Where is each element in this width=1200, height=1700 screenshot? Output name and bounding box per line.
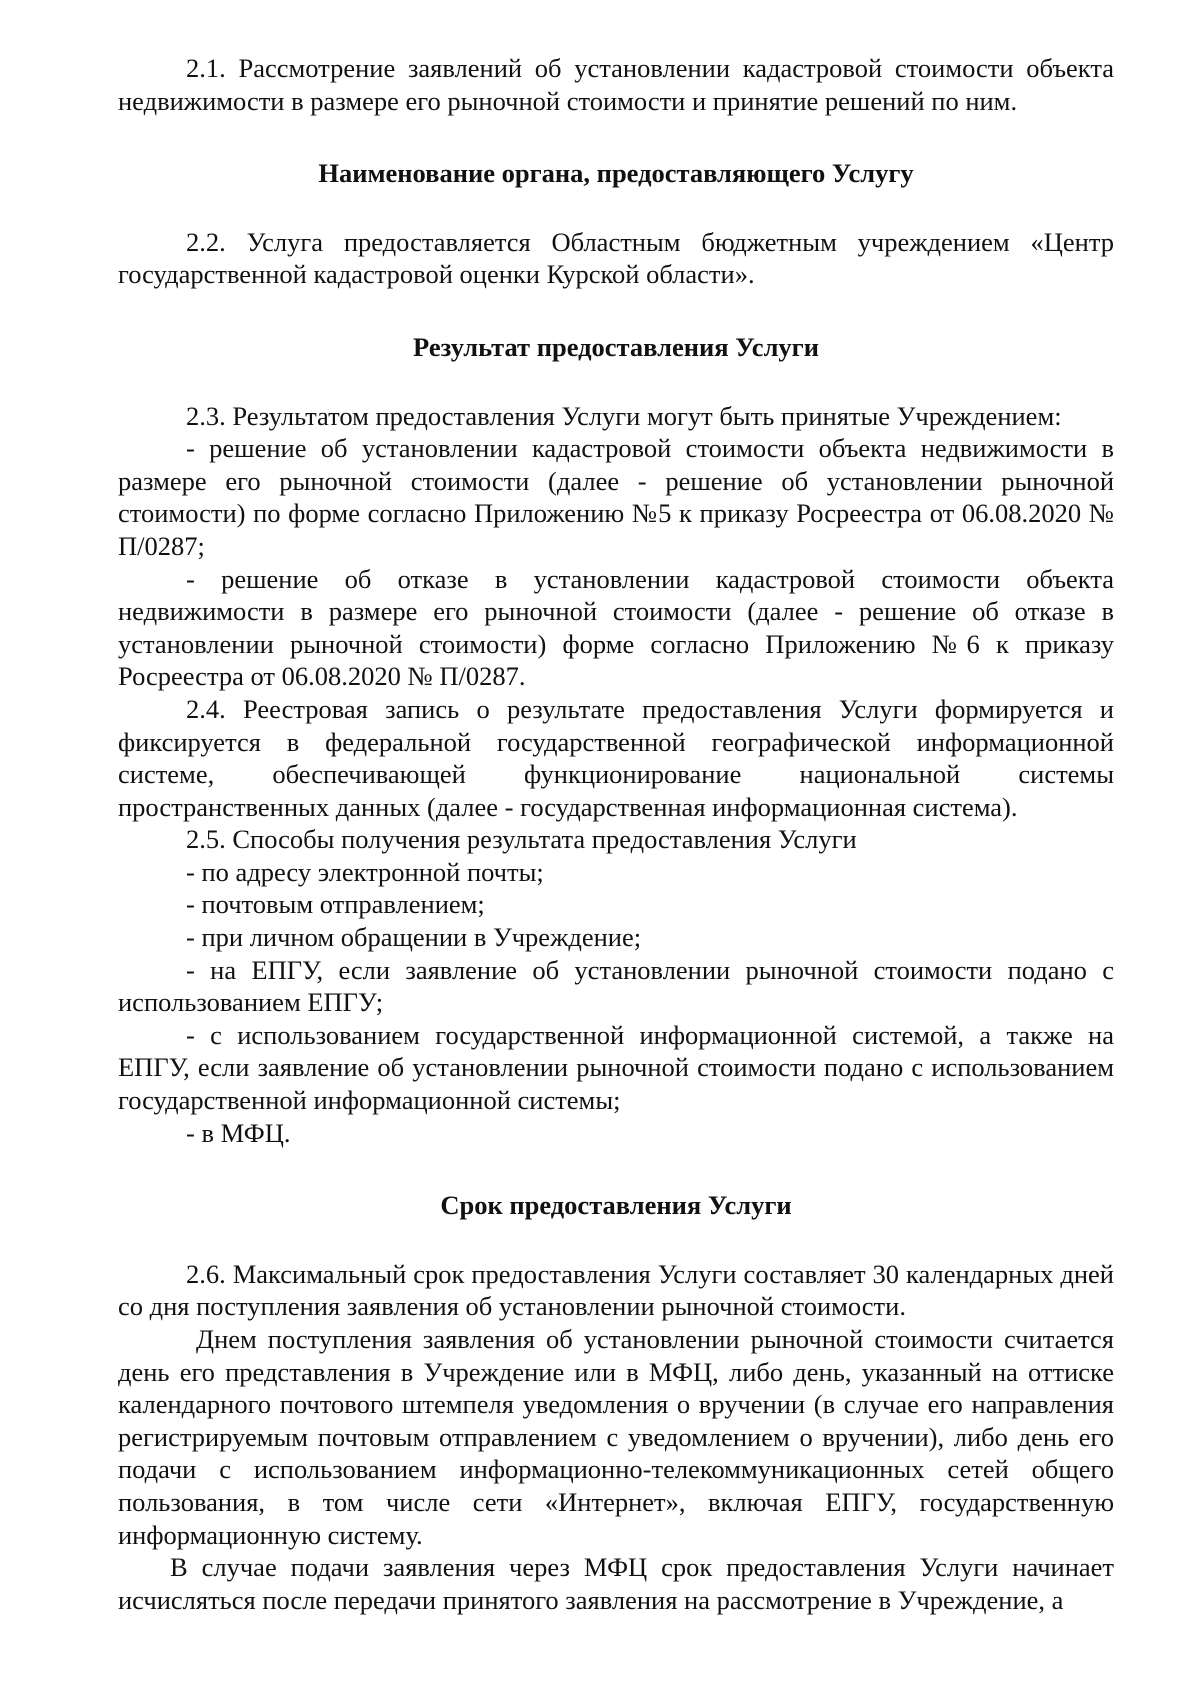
method-item-gis: - с использованием государственной информационной системой, а также на ЕПГУ, если заявление об установлении рыночной стоимости подано с использованием государственной информационной системы; <box>118 1019 1114 1116</box>
section-heading-result: Результат предоставления Услуги <box>413 331 819 362</box>
paragraph-mfc-term: В случае подачи заявления через МФЦ срок предоставления Услуги начинает исчисляться после передачи принятого заявления на рассмотрение в Учреждение, а <box>118 1552 1114 1615</box>
method-item-epgu: - на ЕПГУ, если заявление об установлении рыночной стоимости подано с использованием ЕПГУ; <box>118 954 1114 1018</box>
method-item-in-person: - при личном обращении в Учреждение; <box>186 922 642 953</box>
method-item-email: - по адресу электронной почты; <box>186 856 544 887</box>
document-page <box>118 52 1114 1616</box>
paragraph-2-1: 2.1. Рассмотрение заявлений об установлении кадастровой стоимости объекта недвижимости в размере его рыночной стоимости и принятие решений по ним. <box>118 53 1114 116</box>
paragraph-2-2: 2.2. Услуга предоставляется Областным бюджетным учреждением «Центр государственной кадастровой оценки Курской области». <box>118 226 1114 290</box>
paragraph-receipt-day: Днем поступления заявления об установлении рыночной стоимости считается день его представления в Учреждение или в МФЦ, либо день, указанный на оттиске календарного почтового штемпеля уведомления о вручении (в случае его направления регистрируемым почтовым отправлением с уведомлением о вручении), либо день его подачи с использованием информационно-телекоммуникационных сетей общего пользования, в том числе сети «Интернет», включая ЕПГУ, государственную информационную систему. <box>118 1324 1114 1550</box>
result-item-approval: - решение об установлении кадастровой стоимости объекта недвижимости в размере его рыночной стоимости (далее - решение об установлении рыночной стоимости) по форме согласно Приложению №5 к приказу Росреестра от 06.08.2020 № П/0287; <box>118 433 1114 561</box>
paragraph-2-3: 2.3. Результатом предоставления Услуги могут быть принятые Учреждением: <box>186 400 1062 431</box>
section-heading-organ: Наименование органа, предоставляющего Услугу <box>318 158 914 189</box>
result-item-refusal: - решение об отказе в установлении кадастровой стоимости объекта недвижимости в размере его рыночной стоимости (далее - решение об отказе в установлении рыночной стоимости) форме согласно Приложению №6 к приказу Росреестра от 06.08.2020 № П/0287. <box>118 563 1114 692</box>
paragraph-2-4: 2.4. Реестровая запись о результате предоставления Услуги формируется и фиксируется в федеральной государственной географической информационной системе, обеспечивающей функционирование национальной системы пространственных данных (далее - государственная информационная система). <box>118 693 1114 822</box>
method-item-post: - почтовым отправлением; <box>186 889 485 920</box>
paragraph-2-6: 2.6. Максимальный срок предоставления Услуги составляет 30 календарных дней со дня поступления заявления об установлении рыночной стоимости. <box>118 1258 1114 1322</box>
paragraph-2-5: 2.5. Способы получения результата предоставления Услуги <box>186 824 857 855</box>
method-item-mfc: - в МФЦ. <box>186 1117 291 1148</box>
section-heading-term: Срок предоставления Услуги <box>440 1190 792 1221</box>
